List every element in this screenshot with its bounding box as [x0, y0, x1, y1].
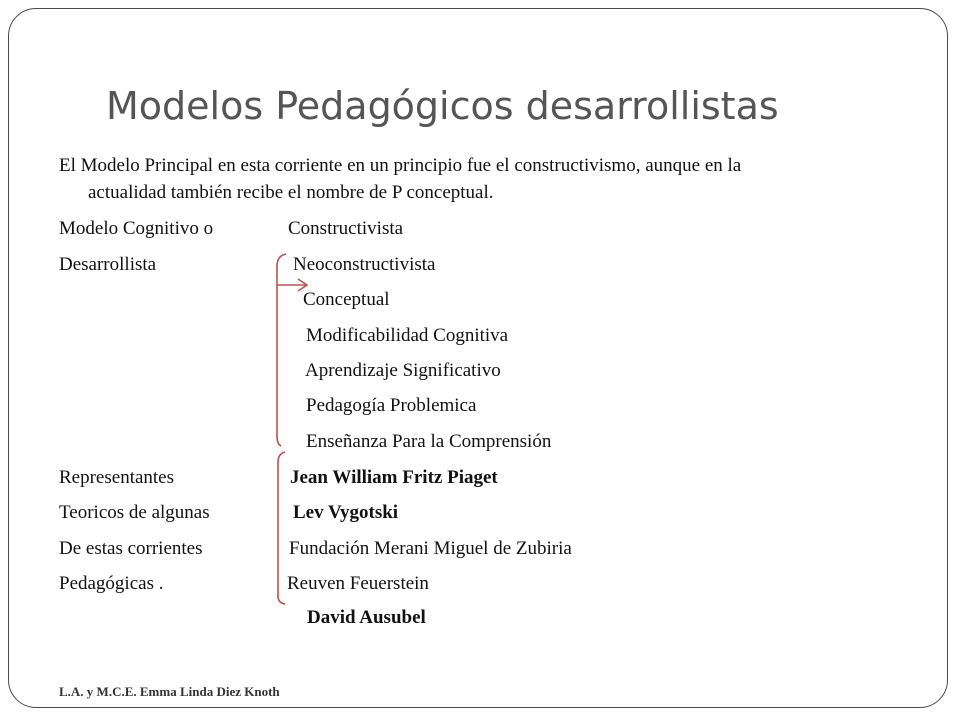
model-item: Enseñanza Para la Comprensión [306, 431, 552, 452]
model-item: Aprendizaje Significativo [305, 360, 501, 381]
representative-item: Jean William Fritz Piaget [290, 467, 498, 488]
intro-line-2: actualidad también recibe el nombre de P conceptual. [88, 182, 494, 203]
rep-label-2: Teoricos de algunas [59, 502, 210, 523]
rep-label-3: De estas corrientes [59, 538, 203, 559]
representative-item: Fundación Merani Miguel de Zubiria [289, 538, 572, 559]
representatives-bracket [278, 452, 285, 604]
model-item: Modificabilidad Cognitiva [306, 325, 509, 346]
representative-item: Lev Vygotski [293, 502, 399, 523]
rep-label-4: Pedagógicas . [59, 573, 164, 594]
model-item: Conceptual [303, 289, 390, 310]
model-item: Pedagogía Problemica [306, 395, 477, 416]
models-bracket-arrow [277, 254, 307, 446]
model-label-2: Desarrollista [59, 254, 157, 275]
model-item: Neoconstructivista [293, 254, 436, 275]
intro-line-1: El Modelo Principal en esta corriente en un principio fue el constructivismo, aunque en la [59, 155, 742, 176]
rep-label-1: Representantes [59, 467, 175, 488]
slide-footer: L.A. y M.C.E. Emma Linda Diez Knoth [59, 684, 280, 699]
representative-item: Reuven Feuerstein [287, 573, 429, 594]
model-item: Constructivista [288, 218, 404, 239]
model-label-1: Modelo Cognitivo o [59, 218, 214, 239]
slide-title: Modelos Pedagógicos desarrollistas [106, 84, 779, 128]
representative-item: David Ausubel [307, 607, 426, 628]
